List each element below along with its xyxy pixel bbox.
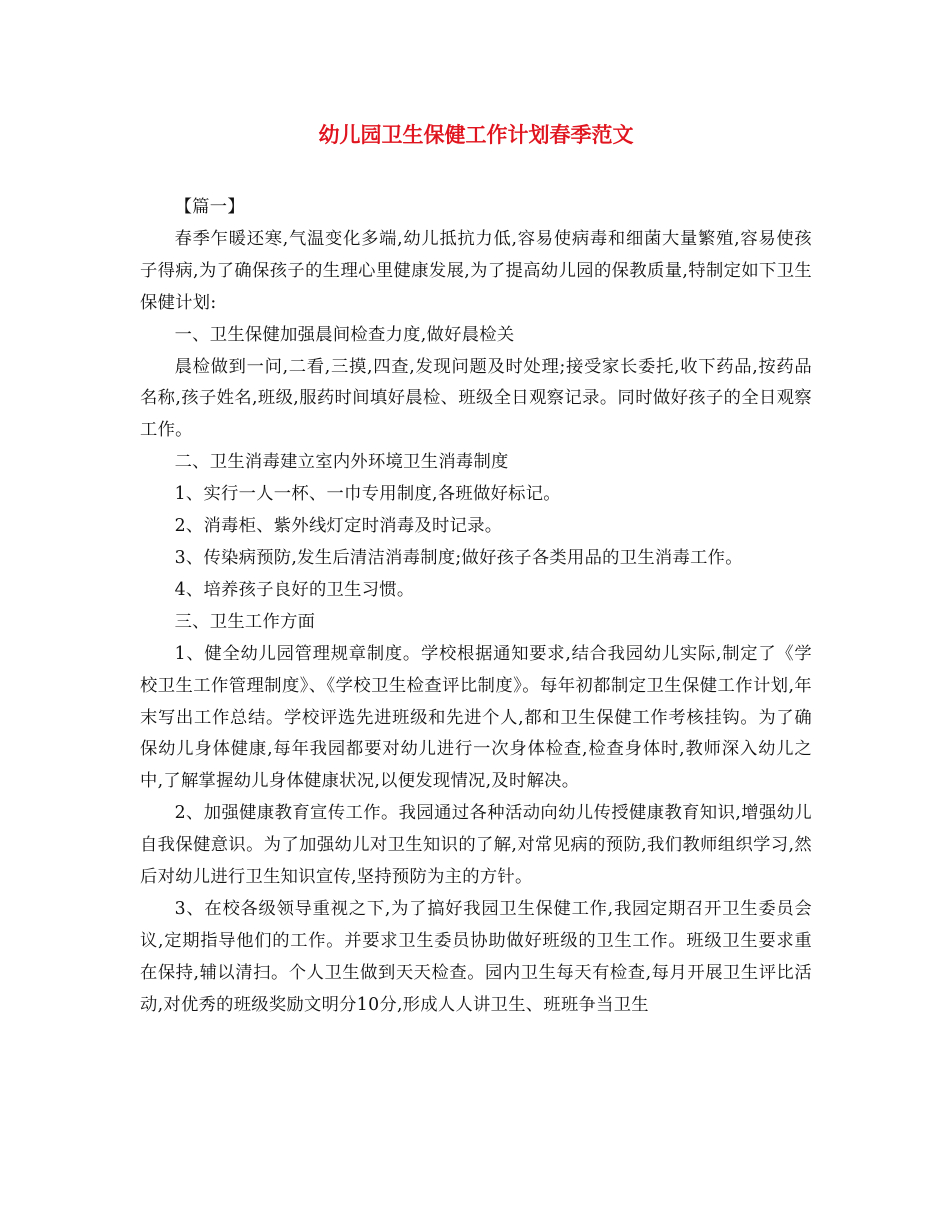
document-title: 幼儿园卫生保健工作计划春季范文 xyxy=(318,123,634,147)
list-item: 4、培养孩子良好的卫生习惯。 xyxy=(174,579,415,600)
list-item: 1、实行一人一杯、一巾专用制度,各班做好标记。 xyxy=(174,484,561,505)
heading-disinfection: 二、卫生消毒建立室内外环境卫生消毒制度 xyxy=(174,452,509,473)
list-item: 3、传染病预防,发生后清洁消毒制度;做好孩子各类用品的卫生消毒工作。 xyxy=(174,547,743,568)
hygiene-paragraph-2: 2、加强健康教育宣传工作。我园通过各种活动向幼儿传授健康教育知识,增强幼儿自我保健意识。为了加强幼儿对卫生知识的了解,对常见病的预防,我们教师组织学习,然后对幼儿进行卫生知识宣传,坚持预防为主的方针。 xyxy=(140,803,812,888)
section-marker: 【篇一】 xyxy=(174,197,245,217)
document-body xyxy=(140,192,812,1022)
hygiene-paragraph-1: 1、健全幼儿园管理规章制度。学校根据通知要求,结合我园幼儿实际,制定了《学校卫生工作管理制度》、《学校卫生检查评比制度》。每年初都制定卫生保健工作计划,年末写出工作总结。学校评选先进班级和先进个人,都和卫生保健工作考核挂钩。为了确保幼儿身体健康,每年我园都要对幼儿进行一次身体检查,检查身体时,教师深入幼儿之中,了解掌握幼儿身体健康状况,以便发现情况,及时解决。 xyxy=(140,643,812,792)
hygiene-paragraph-3: 3、在校各级领导重视之下,为了搞好我园卫生保健工作,我园定期召开卫生委员会议,定期指导他们的工作。并要求卫生委员协助做好班级的卫生工作。班级卫生要求重在保持,辅以清扫。个人卫生做到天天检查。园内卫生每天有检查,每月开展卫生评比活动,对优秀的班级奖励文明分10分,形成人人讲卫生、班班争当卫生 xyxy=(140,898,812,1015)
list-item: 2、消毒柜、紫外线灯定时消毒及时记录。 xyxy=(174,516,503,537)
heading-morning-check: 一、卫生保健加强晨间检查力度,做好晨检关 xyxy=(174,324,515,345)
intro-paragraph: 春季乍暖还寒,气温变化多端,幼儿抵抗力低,容易使病毒和细菌大量繁殖,容易使孩子得病,为了确保孩子的生理心里健康发展,为了提高幼儿园的保教质量,特制定如下卫生保健计划: xyxy=(140,228,812,313)
heading-hygiene-work: 三、卫生工作方面 xyxy=(174,611,316,632)
morning-check-paragraph: 晨检做到一问,二看,三摸,四查,发现问题及时处理;接受家长委托,收下药品,按药品名称,孩子姓名,班级,服药时间填好晨检、班级全日观察记录。同时做好孩子的全日观察工作。 xyxy=(140,356,812,441)
